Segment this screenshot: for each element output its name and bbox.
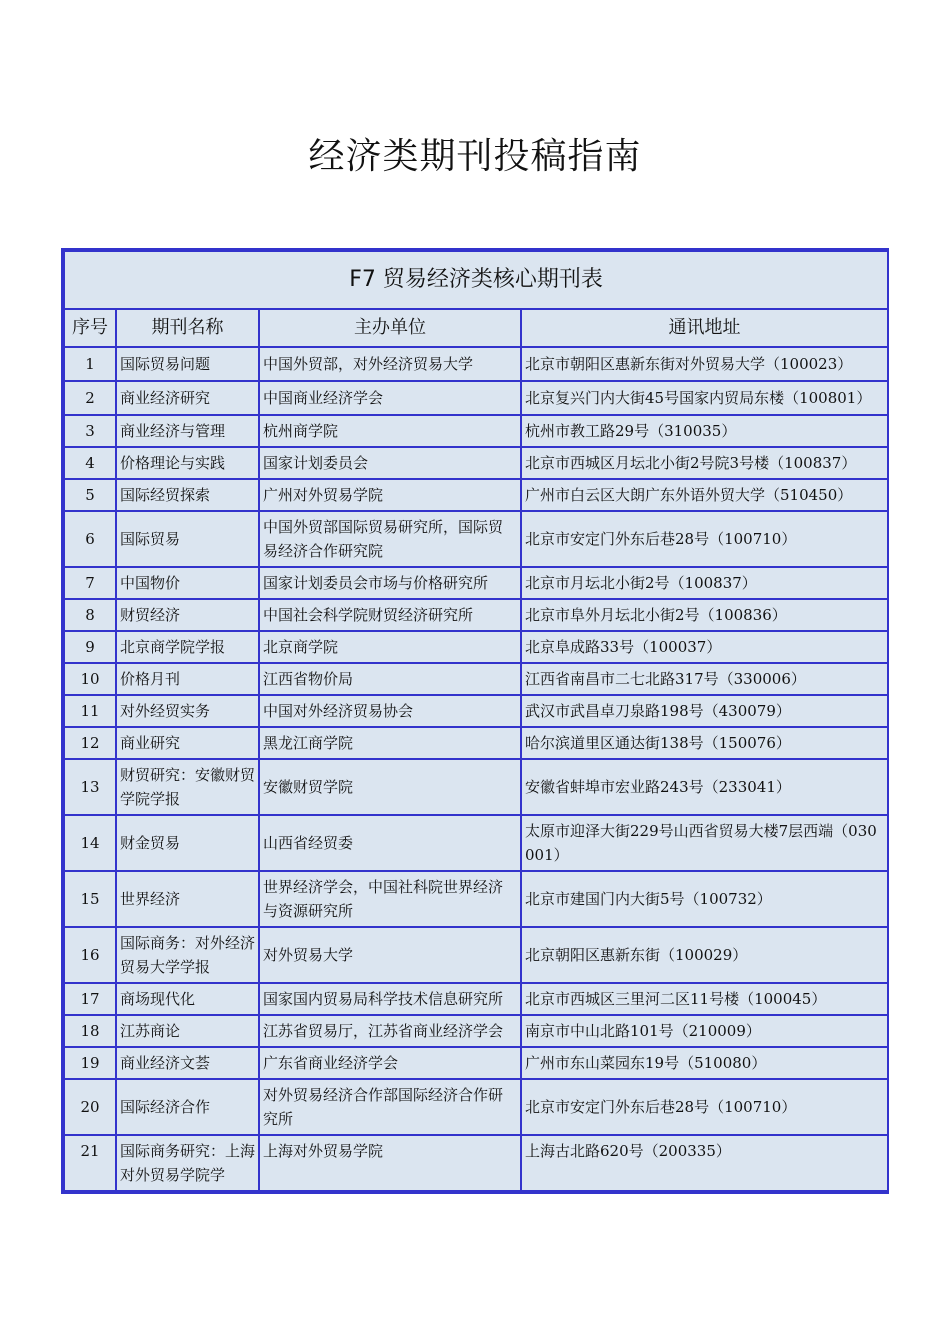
cell-row-number: 10 — [64, 663, 116, 695]
cell-row-number: 15 — [64, 871, 116, 927]
cell-journal-name: 财贸经济 — [116, 599, 259, 631]
table-caption: F7 贸易经济类核心期刊表 — [64, 251, 888, 309]
cell-journal-name: 商业经济研究 — [116, 381, 259, 415]
cell-row-number: 21 — [64, 1135, 116, 1191]
cell-address: 北京市阜外月坛北小街2号（100836） — [521, 599, 888, 631]
cell-address: 北京朝阳区惠新东街（100029） — [521, 927, 888, 983]
cell-sponsor: 中国对外经济贸易协会 — [259, 695, 521, 727]
cell-journal-name: 江苏商论 — [116, 1015, 259, 1047]
table-row — [64, 347, 888, 381]
cell-address: 安徽省蚌埠市宏业路243号（233041） — [521, 759, 888, 815]
cell-journal-name: 商场现代化 — [116, 983, 259, 1015]
cell-row-number: 9 — [64, 631, 116, 663]
table-caption-row — [64, 251, 888, 309]
cell-address: 哈尔滨道里区通达街138号（150076） — [521, 727, 888, 759]
cell-address: 北京市西城区月坛北小街2号院3号楼（100837） — [521, 447, 888, 479]
journal-table-container — [61, 248, 889, 1194]
cell-journal-name: 国际贸易问题 — [116, 347, 259, 381]
cell-journal-name: 中国物价 — [116, 567, 259, 599]
table-row — [64, 1015, 888, 1047]
cell-sponsor: 中国社会科学院财贸经济研究所 — [259, 599, 521, 631]
cell-journal-name: 财金贸易 — [116, 815, 259, 871]
cell-journal-name: 国际贸易 — [116, 511, 259, 567]
table-row — [64, 983, 888, 1015]
cell-sponsor: 山西省经贸委 — [259, 815, 521, 871]
header-address: 通讯地址 — [521, 309, 888, 347]
cell-journal-name: 国际商务研究：上海对外贸易学院学 — [116, 1135, 259, 1191]
table-row — [64, 511, 888, 567]
cell-row-number: 4 — [64, 447, 116, 479]
table-row — [64, 815, 888, 871]
cell-row-number: 20 — [64, 1079, 116, 1135]
cell-row-number: 11 — [64, 695, 116, 727]
cell-row-number: 2 — [64, 381, 116, 415]
cell-row-number: 14 — [64, 815, 116, 871]
cell-address: 北京市建国门内大街5号（100732） — [521, 871, 888, 927]
cell-sponsor: 对外贸易大学 — [259, 927, 521, 983]
cell-row-number: 16 — [64, 927, 116, 983]
cell-journal-name: 商业经济文荟 — [116, 1047, 259, 1079]
cell-sponsor: 北京商学院 — [259, 631, 521, 663]
table-header-row — [64, 309, 888, 347]
cell-row-number: 17 — [64, 983, 116, 1015]
cell-journal-name: 国际商务：对外经济贸易大学学报 — [116, 927, 259, 983]
cell-sponsor: 国家国内贸易局科学技术信息研究所 — [259, 983, 521, 1015]
table-row — [64, 695, 888, 727]
cell-journal-name: 世界经济 — [116, 871, 259, 927]
cell-address: 北京复兴门内大街45号国家内贸局东楼（100801） — [521, 381, 888, 415]
cell-row-number: 12 — [64, 727, 116, 759]
table-row — [64, 927, 888, 983]
cell-sponsor: 广州对外贸易学院 — [259, 479, 521, 511]
table-row — [64, 871, 888, 927]
cell-journal-name: 国际经济合作 — [116, 1079, 259, 1135]
cell-journal-name: 商业研究 — [116, 727, 259, 759]
table-row — [64, 567, 888, 599]
cell-sponsor: 中国外贸部国际贸易研究所，国际贸易经济合作研究院 — [259, 511, 521, 567]
cell-address: 武汉市武昌卓刀泉路198号（430079） — [521, 695, 888, 727]
cell-sponsor: 国家计划委员会市场与价格研究所 — [259, 567, 521, 599]
table-row — [64, 759, 888, 815]
cell-row-number: 13 — [64, 759, 116, 815]
cell-row-number: 8 — [64, 599, 116, 631]
table-row — [64, 447, 888, 479]
cell-row-number: 1 — [64, 347, 116, 381]
cell-sponsor: 江苏省贸易厅，江苏省商业经济学会 — [259, 1015, 521, 1047]
cell-sponsor: 江西省物价局 — [259, 663, 521, 695]
cell-sponsor: 世界经济学会，中国社科院世界经济与资源研究所 — [259, 871, 521, 927]
header-sponsor: 主办单位 — [259, 309, 521, 347]
cell-journal-name: 价格理论与实践 — [116, 447, 259, 479]
cell-address: 广州市东山菜园东19号（510080） — [521, 1047, 888, 1079]
cell-sponsor: 对外贸易经济合作部国际经济合作研究所 — [259, 1079, 521, 1135]
table-row — [64, 1135, 888, 1191]
header-journal-name: 期刊名称 — [116, 309, 259, 347]
cell-sponsor: 国家计划委员会 — [259, 447, 521, 479]
header-number: 序号 — [64, 309, 116, 347]
table-row — [64, 727, 888, 759]
cell-journal-name: 价格月刊 — [116, 663, 259, 695]
cell-address: 北京市西城区三里河二区11号楼（100045） — [521, 983, 888, 1015]
table-row — [64, 415, 888, 447]
cell-address: 杭州市教工路29号（310035） — [521, 415, 888, 447]
cell-address: 北京市朝阳区惠新东街对外贸易大学（100023） — [521, 347, 888, 381]
cell-address: 广州市白云区大朗广东外语外贸大学（510450） — [521, 479, 888, 511]
cell-address: 江西省南昌市二七北路317号（330006） — [521, 663, 888, 695]
cell-row-number: 18 — [64, 1015, 116, 1047]
table-row — [64, 599, 888, 631]
table-body — [64, 347, 888, 1191]
cell-journal-name: 商业经济与管理 — [116, 415, 259, 447]
table-row — [64, 479, 888, 511]
cell-address: 南京市中山北路101号（210009） — [521, 1015, 888, 1047]
cell-row-number: 7 — [64, 567, 116, 599]
table-row — [64, 1047, 888, 1079]
journal-table — [63, 250, 889, 1192]
cell-row-number: 5 — [64, 479, 116, 511]
cell-sponsor: 中国外贸部，对外经济贸易大学 — [259, 347, 521, 381]
cell-journal-name: 对外经贸实务 — [116, 695, 259, 727]
cell-sponsor: 广东省商业经济学会 — [259, 1047, 521, 1079]
cell-sponsor: 中国商业经济学会 — [259, 381, 521, 415]
cell-row-number: 19 — [64, 1047, 116, 1079]
cell-address: 太原市迎泽大街229号山西省贸易大楼7层西端（030001） — [521, 815, 888, 871]
cell-address: 上海古北路620号（200335） — [521, 1135, 888, 1191]
cell-journal-name: 财贸研究：安徽财贸学院学报 — [116, 759, 259, 815]
table-row — [64, 663, 888, 695]
cell-journal-name: 北京商学院学报 — [116, 631, 259, 663]
cell-sponsor: 杭州商学院 — [259, 415, 521, 447]
cell-sponsor: 安徽财贸学院 — [259, 759, 521, 815]
page-title: 经济类期刊投稿指南 — [308, 136, 642, 177]
table-row — [64, 1079, 888, 1135]
cell-sponsor: 上海对外贸易学院 — [259, 1135, 521, 1191]
table-row — [64, 631, 888, 663]
cell-address: 北京阜成路33号（100037） — [521, 631, 888, 663]
cell-row-number: 3 — [64, 415, 116, 447]
cell-journal-name: 国际经贸探索 — [116, 479, 259, 511]
cell-sponsor: 黑龙江商学院 — [259, 727, 521, 759]
cell-address: 北京市安定门外东后巷28号（100710） — [521, 1079, 888, 1135]
cell-address: 北京市月坛北小街2号（100837） — [521, 567, 888, 599]
cell-row-number: 6 — [64, 511, 116, 567]
cell-address: 北京市安定门外东后巷28号（100710） — [521, 511, 888, 567]
table-row — [64, 381, 888, 415]
